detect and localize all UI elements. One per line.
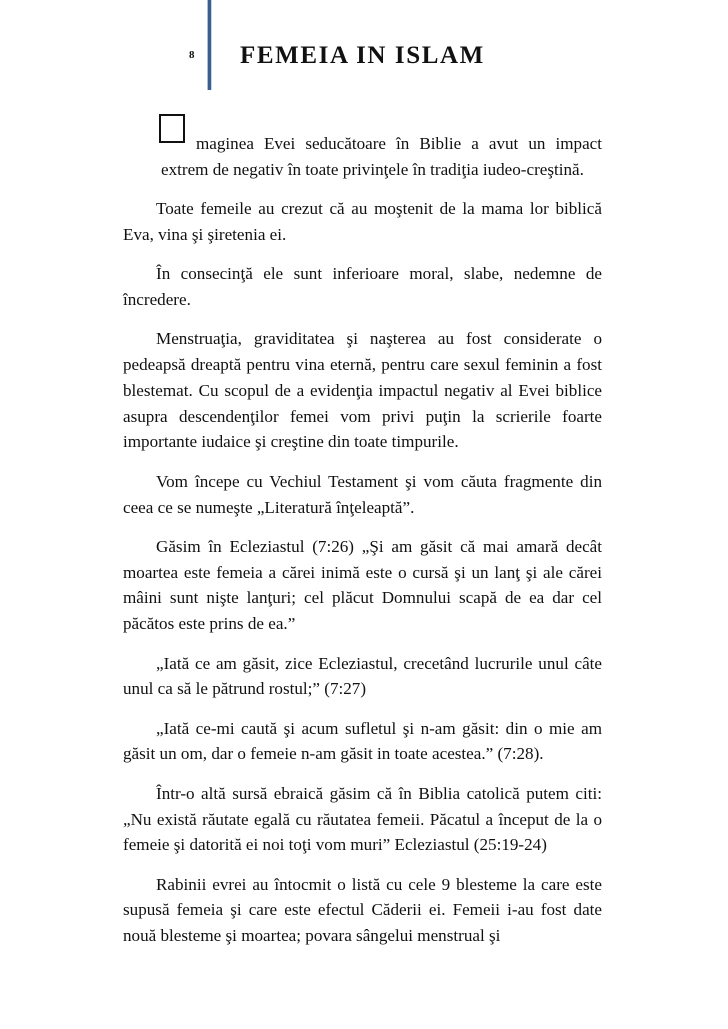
document-body <box>123 131 602 963</box>
page-number: 8 <box>189 49 195 61</box>
paragraph-2: Toate femeile au crezut că au moştenit de la mama lor biblică Eva, vina şi şiretenia ei. <box>123 199 602 244</box>
page-header-title: FEMEIA IN ISLAM <box>240 42 485 69</box>
header-divider <box>207 0 211 90</box>
paragraph-10: Rabinii evrei au întocmit o listă cu cele 9 blesteme la care este supusă femeia şi care este efectul Căderii ei. Femeii i-au fost date nouă blesteme şi moartea; povara sângelui menstrual şi <box>123 874 602 946</box>
paragraph-8: „Iată ce-mi caută şi acum sufletul şi n-am găsit: din o mie am găsit un om, dar o femeie n-am găsit in toate acestea.” (7:28). <box>123 718 602 764</box>
paragraph-1-text: maginea Evei seducătoare în Biblie a avut un impact extrem de negativ în toate privinţele în tradiţia iudeo-creştină. <box>161 134 602 179</box>
paragraph-4: Menstruaţia, graviditatea şi naşterea au fost considerate o pedeapsă dreaptă pentru vina eternă, pentru care sexul feminin a fost blestemat. Cu scopul de a evidenţia impactul negativ al Evei biblice asupra descendenţilor femei vom privi puţin la scrierile foarte importante iudaice şi creştine din toate timpurile. <box>123 329 602 452</box>
paragraph-5: Vom începe cu Vechiul Testament şi vom căuta fragmente din ceea ce se numeşte „Literatură înţeleaptă”. <box>123 471 602 517</box>
missing-dropcap-glyph <box>159 114 185 143</box>
paragraph-9: Într-o altă sursă ebraică găsim că în Biblia catolică putem citi: „Nu există răutate egală cu răutatea femeii. Păcatul a început de la o femeie şi datorită ei noi toţi vom muri” Ecleziastul (25:19-24) <box>123 783 602 855</box>
paragraph-3: În consecinţă ele sunt inferioare moral, slabe, nedemne de încredere. <box>123 264 602 309</box>
paragraph-6: Găsim în Ecleziastul (7:26) „Şi am găsit că mai amară decât moartea este femeia a cărei inimă este o cursă şi un lanţ şi ale cărei mâini sunt nişte lanţuri; cel plăcut Domnului scapă de ea dar cel păcătos este prins de ea.” <box>123 536 602 634</box>
paragraph-1 <box>123 131 602 183</box>
paragraph-7: „Iată ce am găsit, zice Ecleziastul, crecetând lucrurile unul câte unul ca să le pătrund rostul;” (7:27) <box>123 653 602 699</box>
